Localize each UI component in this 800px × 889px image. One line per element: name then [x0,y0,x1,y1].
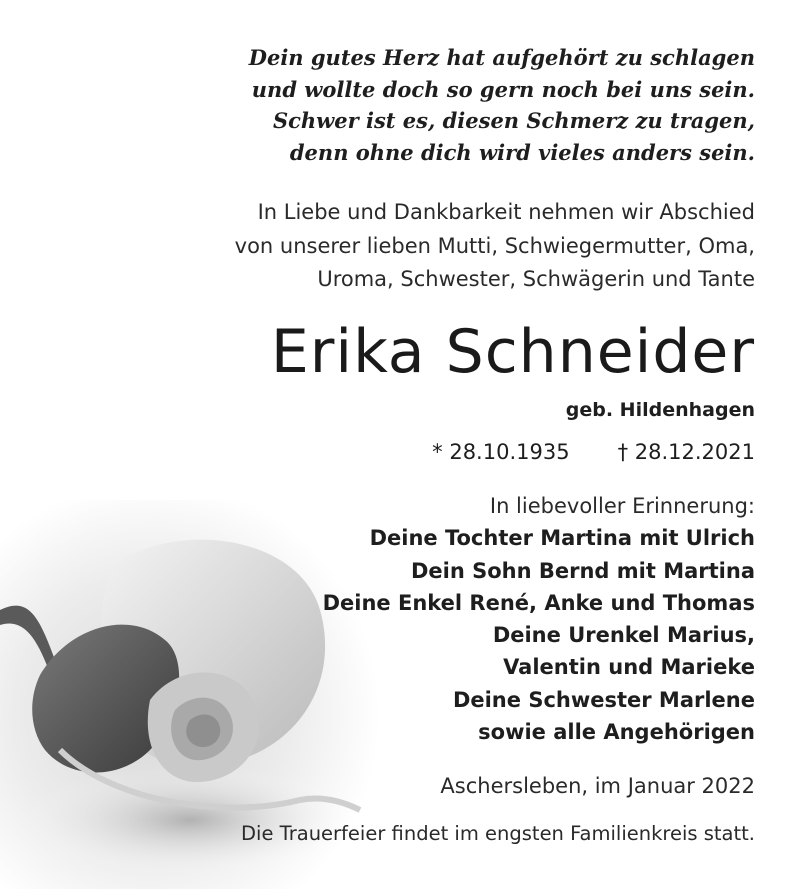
poem-line: Schwer ist es, diesen Schmerz zu tragen, [272,108,755,133]
poem-line: und wollte doch so gern noch bei uns sein. [251,76,755,102]
poem-line: denn ohne dich wird vieles anders sein. [289,139,755,165]
maiden-name: geb. Hildenhagen [565,399,755,421]
mourner-line: Deine Urenkel Marius, [492,623,755,648]
mourner-line: Deine Enkel René, Anke und Thomas [322,590,755,615]
memory-lead: In liebevoller Erinnerung: [489,494,755,518]
intro-line: Uroma, Schwester, Schwägerin und Tante [317,267,755,291]
mourner-line: Dein Sohn Bernd mit Martina [410,558,755,583]
poem [155,42,755,168]
mourner-line: sowie alle Angehörigen [478,720,755,745]
mourner-line: Deine Schwester Marlene [452,687,755,712]
mourner-line: Deine Tochter Martina mit Ulrich [369,526,755,551]
mourner-line: Valentin und Marieke [503,655,755,680]
life-dates [255,437,755,467]
funeral-note: Die Trauerfeier findet im engsten Familienkreis statt. [241,822,755,845]
death-date: † 28.12.2021 [617,440,755,464]
intro-line: In Liebe und Dankbarkeit nehmen wir Abschied [257,200,755,224]
deceased-name: Erika Schneider [270,317,755,387]
place-date: Aschersleben, im Januar 2022 [440,774,755,798]
farewell-intro [55,196,755,297]
mourners-list [195,490,755,748]
birth-date: * 28.10.1935 [432,440,570,464]
intro-line: von unserer lieben Mutti, Schwiegermutter, Oma, [234,233,755,258]
poem-line: Dein gutes Herz hat aufgehört zu schlagen [248,45,755,70]
